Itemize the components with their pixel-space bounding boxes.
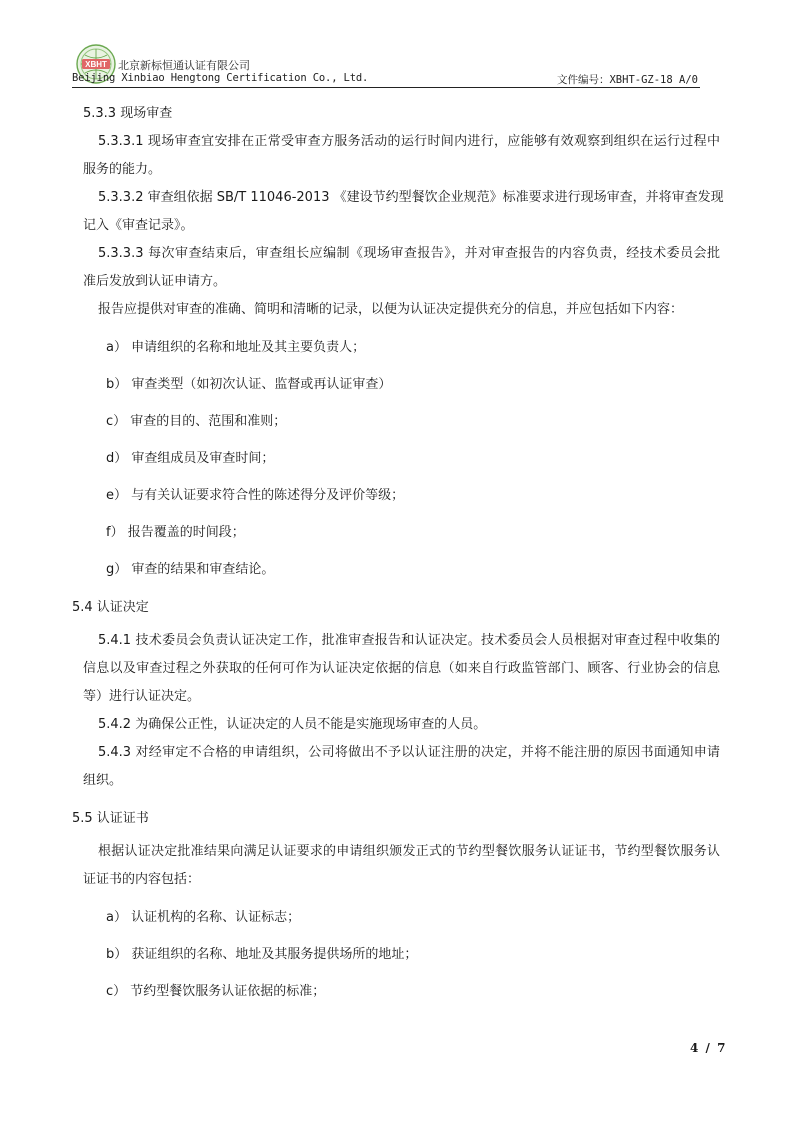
paragraph-5-3-3-1-line-1: 5.3.3.1 现场审查宜安排在正常受审查方服务活动的运行时间内进行，应能够有效观察到组织在运行过程中 xyxy=(98,134,720,149)
paragraph-5-4-1-line-1: 5.4.1 技术委员会负责认证决定工作，批准审查报告和认证决定。技术委员会人员根据对审查过程中收集的 xyxy=(98,633,720,648)
list-item-e: e） 与有关认证要求符合性的陈述得分及评价等级； xyxy=(106,488,405,503)
logo-text: XBHT xyxy=(85,60,107,69)
list-item-g: g） 审查的结果和审查结论。 xyxy=(106,562,275,577)
paragraph-5-3-3-1-line-2: 服务的能力。 xyxy=(83,162,162,177)
list-item-a: a） 申请组织的名称和地址及其主要负责人； xyxy=(106,340,366,355)
certificate-item-a: a） 认证机构的名称、认证标志； xyxy=(106,910,301,925)
paragraph-5-5-line-2: 证证书的内容包括： xyxy=(83,872,201,887)
list-item-b: b） 审查类型（如初次认证、监督或再认证审查） xyxy=(106,377,392,392)
paragraph-5-4-1-line-3: 等）进行认证决定。 xyxy=(83,689,201,704)
page-header xyxy=(72,40,700,88)
document-number: 文件编号：XBHT-GZ-18 A/0 xyxy=(556,74,698,86)
page-number: 4 / 7 xyxy=(690,1041,726,1055)
company-name-cn: 北京新标恒通认证有限公司 xyxy=(118,59,250,72)
certificate-item-c: c） 节约型餐饮服务认证依据的标准； xyxy=(106,984,326,999)
list-item-c: c） 审查的目的、范围和准则； xyxy=(106,414,287,429)
header-divider xyxy=(72,87,700,88)
paragraph-5-4-1-line-2: 信息以及审查过程之外获取的任何可作为认证决定依据的信息（如来自行政监管部门、顾客、行业协会的信息 xyxy=(83,661,720,676)
heading-5-5: 5.5 认证证书 xyxy=(72,811,149,826)
company-name-en: Beijing Xinbiao Hengtong Certification Co., Ltd. xyxy=(72,72,369,84)
paragraph-5-4-3-line-2: 组织。 xyxy=(83,773,123,788)
paragraph-5-3-3-2-line-2: 记入《审查记录》。 xyxy=(83,218,194,233)
paragraph-5-4-2: 5.4.2 为确保公正性，认证决定的人员不能是实施现场审查的人员。 xyxy=(98,717,487,732)
heading-5-3-3: 5.3.3 现场审查 xyxy=(83,106,173,121)
list-item-d: d） 审查组成员及审查时间； xyxy=(106,451,275,466)
paragraph-5-3-3-3-line-1: 5.3.3.3 每次审查结束后，审查组长应编制《现场审查报告》，并对审查报告的内容负责，经技术委员会批 xyxy=(98,246,720,261)
report-content-intro: 报告应提供对审查的准确、简明和清晰的记录，以便为认证决定提供充分的信息，并应包括如下内容： xyxy=(98,302,684,317)
heading-5-4: 5.4 认证决定 xyxy=(72,600,149,615)
list-item-f: f） 报告覆盖的时间段； xyxy=(106,525,245,540)
paragraph-5-3-3-2-line-1: 5.3.3.2 审查组依据 SB/T 11046-2013 《建设节约型餐饮企业规范》标准要求进行现场审查，并将审查发现 xyxy=(98,190,724,205)
paragraph-5-5-line-1: 根据认证决定批准结果向满足认证要求的申请组织颁发正式的节约型餐饮服务认证证书，节约型餐饮服务认 xyxy=(98,844,720,859)
certificate-item-b: b） 获证组织的名称、地址及其服务提供场所的地址； xyxy=(106,947,418,962)
paragraph-5-4-3-line-1: 5.4.3 对经审定不合格的申请组织，公司将做出不予以认证注册的决定，并将不能注册的原因书面通知申请 xyxy=(98,745,720,760)
paragraph-5-3-3-3-line-2: 准后发放到认证申请方。 xyxy=(83,274,227,289)
